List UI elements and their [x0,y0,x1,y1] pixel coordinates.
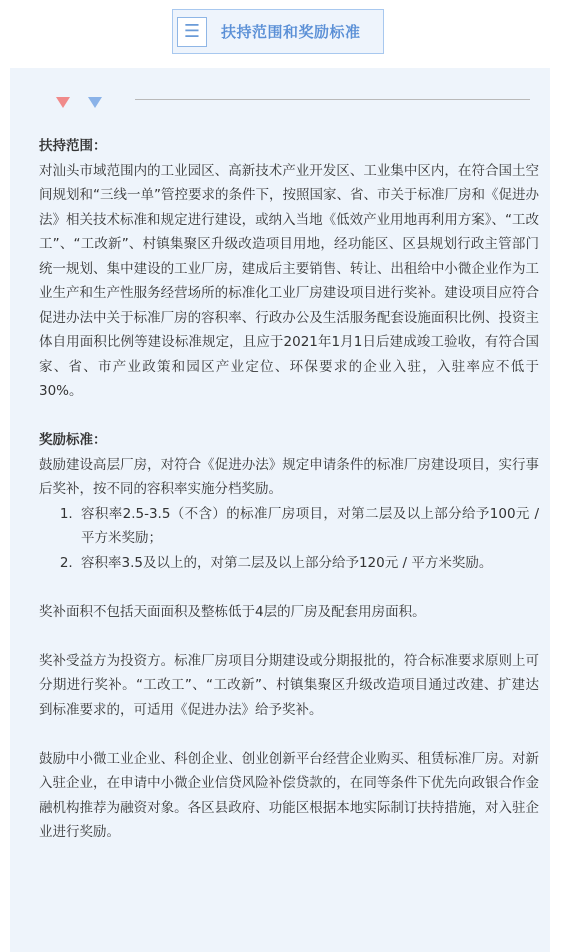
scope-label: 扶持范围： [39,138,107,154]
reward-intro: 鼓励建设高层厂房，对符合《促进办法》规定申请条件的标准厂房建设项目，实行事后奖补，按不同的容积率实施分档奖励。 [39,456,539,497]
list-item: 1. 容积率2.5-3.5（不含）的标准厂房项目，对第二层及以上部分给予100元 / 平方米奖励； [77,502,539,551]
area-paragraph: 奖补面积不包括天面面积及整栋低于4层的厂房及配套用房面积。 [39,603,426,620]
section-title: 扶持范围和奖励标准 [221,23,361,41]
article-body [39,134,539,845]
red-triangle-decoration [56,97,70,108]
reward-list [39,502,539,576]
blue-triangle-decoration [88,97,102,108]
encourage-paragraph: 鼓励中小微工业企业、科创企业、创业创新平台经营企业购买、租赁标准厂房。对新入驻企业，在申请中小微企业信贷风险补偿贷款的，在同等条件下优先向政银合作金融机构推荐为融资对象。各区县政府、功能区根据本地实际制订扶持措施，对入驻企业进行奖励。 [39,750,539,840]
divider-line [135,99,530,100]
menu-icon: ☰ [177,17,207,47]
section-header [172,9,384,54]
scope-text: 对汕头市域范围内的工业园区、高新技术产业开发区、工业集中区内，在符合国土空间规划和“三线一单”管控要求的条件下，按照国家、省、市关于标准厂房和《促进办法》相关技术标准和规定进行建设，或纳入当地《低效产业用地再利用方案》、“工改工”、“工改新”、村镇集聚区升级改造项目用地，经功能区、区县规划行政主管部门统一规划、集中建设的工业厂房，建成后主要销售、转让、出租给中小微企业作为工业生产和生产性服务经营场所的标准化工业厂房建设项目进行奖补。建设项目应符合促进办法中关于标准厂房的容积率、行政办公及生活服务配套设施面积比例、投资主体自用面积比例等建设标准规定，且应于2021年1月1日后建成竣工验收，有符合国家、省、市产业政策和园区产业定位、环保要求的企业入驻，入驻率应不低于30%。 [39,162,539,399]
content-card [10,68,550,952]
list-item: 2. 容积率3.5及以上的，对第二层及以上部分给予120元 / 平方米奖励。 [77,551,539,576]
reward-label: 奖励标准： [39,432,107,448]
beneficiary-paragraph: 奖补受益方为投资方。标准厂房项目分期建设或分期报批的，符合标准要求原则上可分期进行奖补。“工改工”、“工改新”、村镇集聚区升级改造项目通过改建、扩建达到标准要求的，可适用《促进办法》给予奖补。 [39,652,539,718]
